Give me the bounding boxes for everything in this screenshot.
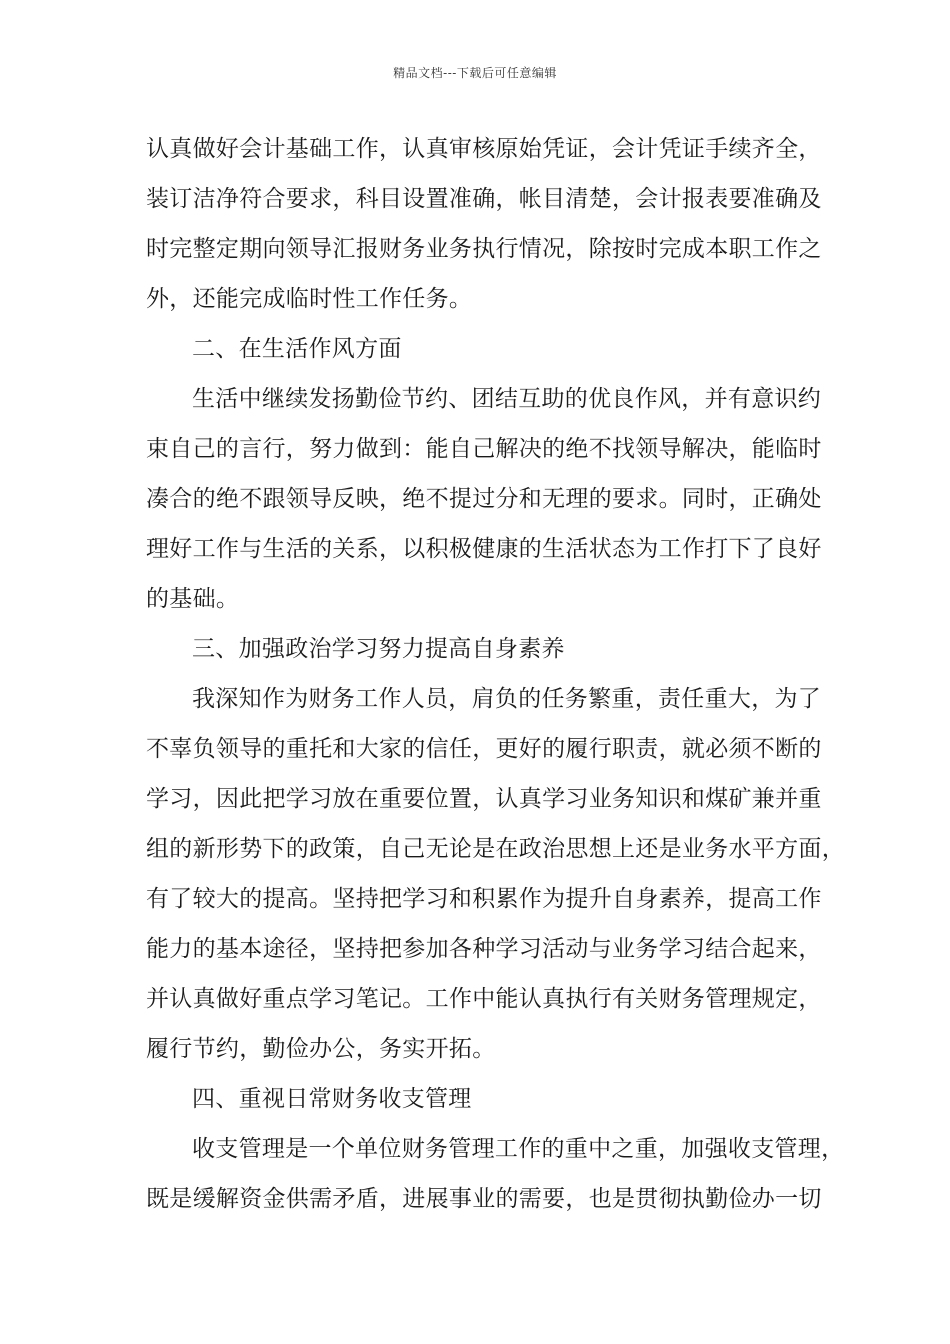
- section-heading: 四、重视日常财务收支管理: [192, 1086, 472, 1112]
- body-line: 理好工作与生活的关系，以积极健康的生活状态为工作打下了良好: [146, 536, 822, 562]
- paragraph-first-line: 收支管理是一个单位财务管理工作的重中之重，加强收支管理，: [192, 1136, 845, 1162]
- body-line: 外，还能完成临时性工作任务。: [146, 286, 473, 312]
- body-line: 不辜负领导的重托和大家的信任，更好的履行职责，就必须不断的: [146, 736, 822, 762]
- body-line: 装订洁净符合要求，科目设置准确，帐目清楚，会计报表要准确及: [146, 186, 822, 212]
- body-line: 凑合的绝不跟领导反映，绝不提过分和无理的要求。同时，正确处: [146, 486, 822, 512]
- body-line: 组的新形势下的政策，自己无论是在政治思想上还是业务水平方面，: [146, 836, 845, 862]
- body-line: 有了较大的提高。坚持把学习和积累作为提升自身素养，提高工作: [146, 886, 822, 912]
- document-body: [146, 124, 845, 1224]
- paragraph-first-line: 生活中继续发扬勤俭节约、团结互助的优良作风，并有意识约: [192, 386, 822, 412]
- section-heading: 三、加强政治学习努力提高自身素养: [192, 636, 565, 662]
- document-header-note: 精品文档---下载后可任意编辑: [393, 66, 557, 80]
- section-heading: 二、在生活作风方面: [192, 336, 402, 362]
- body-line: 认真做好会计基础工作，认真审核原始凭证，会计凭证手续齐全，: [146, 136, 822, 162]
- body-line: 并认真做好重点学习笔记。工作中能认真执行有关财务管理规定，: [146, 986, 822, 1012]
- body-line: 既是缓解资金供需矛盾，进展事业的需要，也是贯彻执勤俭办一切: [146, 1186, 822, 1212]
- body-line: 的基础。: [146, 586, 240, 612]
- body-line: 学习，因此把学习放在重要位置，认真学习业务知识和煤矿兼并重: [146, 786, 822, 812]
- paragraph-first-line: 我深知作为财务工作人员，肩负的任务繁重，责任重大，为了: [192, 686, 822, 712]
- body-line: 束自己的言行，努力做到：能自己解决的绝不找领导解决，能临时: [146, 436, 822, 462]
- body-line: 履行节约，勤俭办公，务实开拓。: [146, 1036, 496, 1062]
- body-line: 时完整定期向领导汇报财务业务执行情况，除按时完成本职工作之: [146, 236, 822, 262]
- body-line: 能力的基本途径，坚持把参加各种学习活动与业务学习结合起来，: [146, 936, 822, 962]
